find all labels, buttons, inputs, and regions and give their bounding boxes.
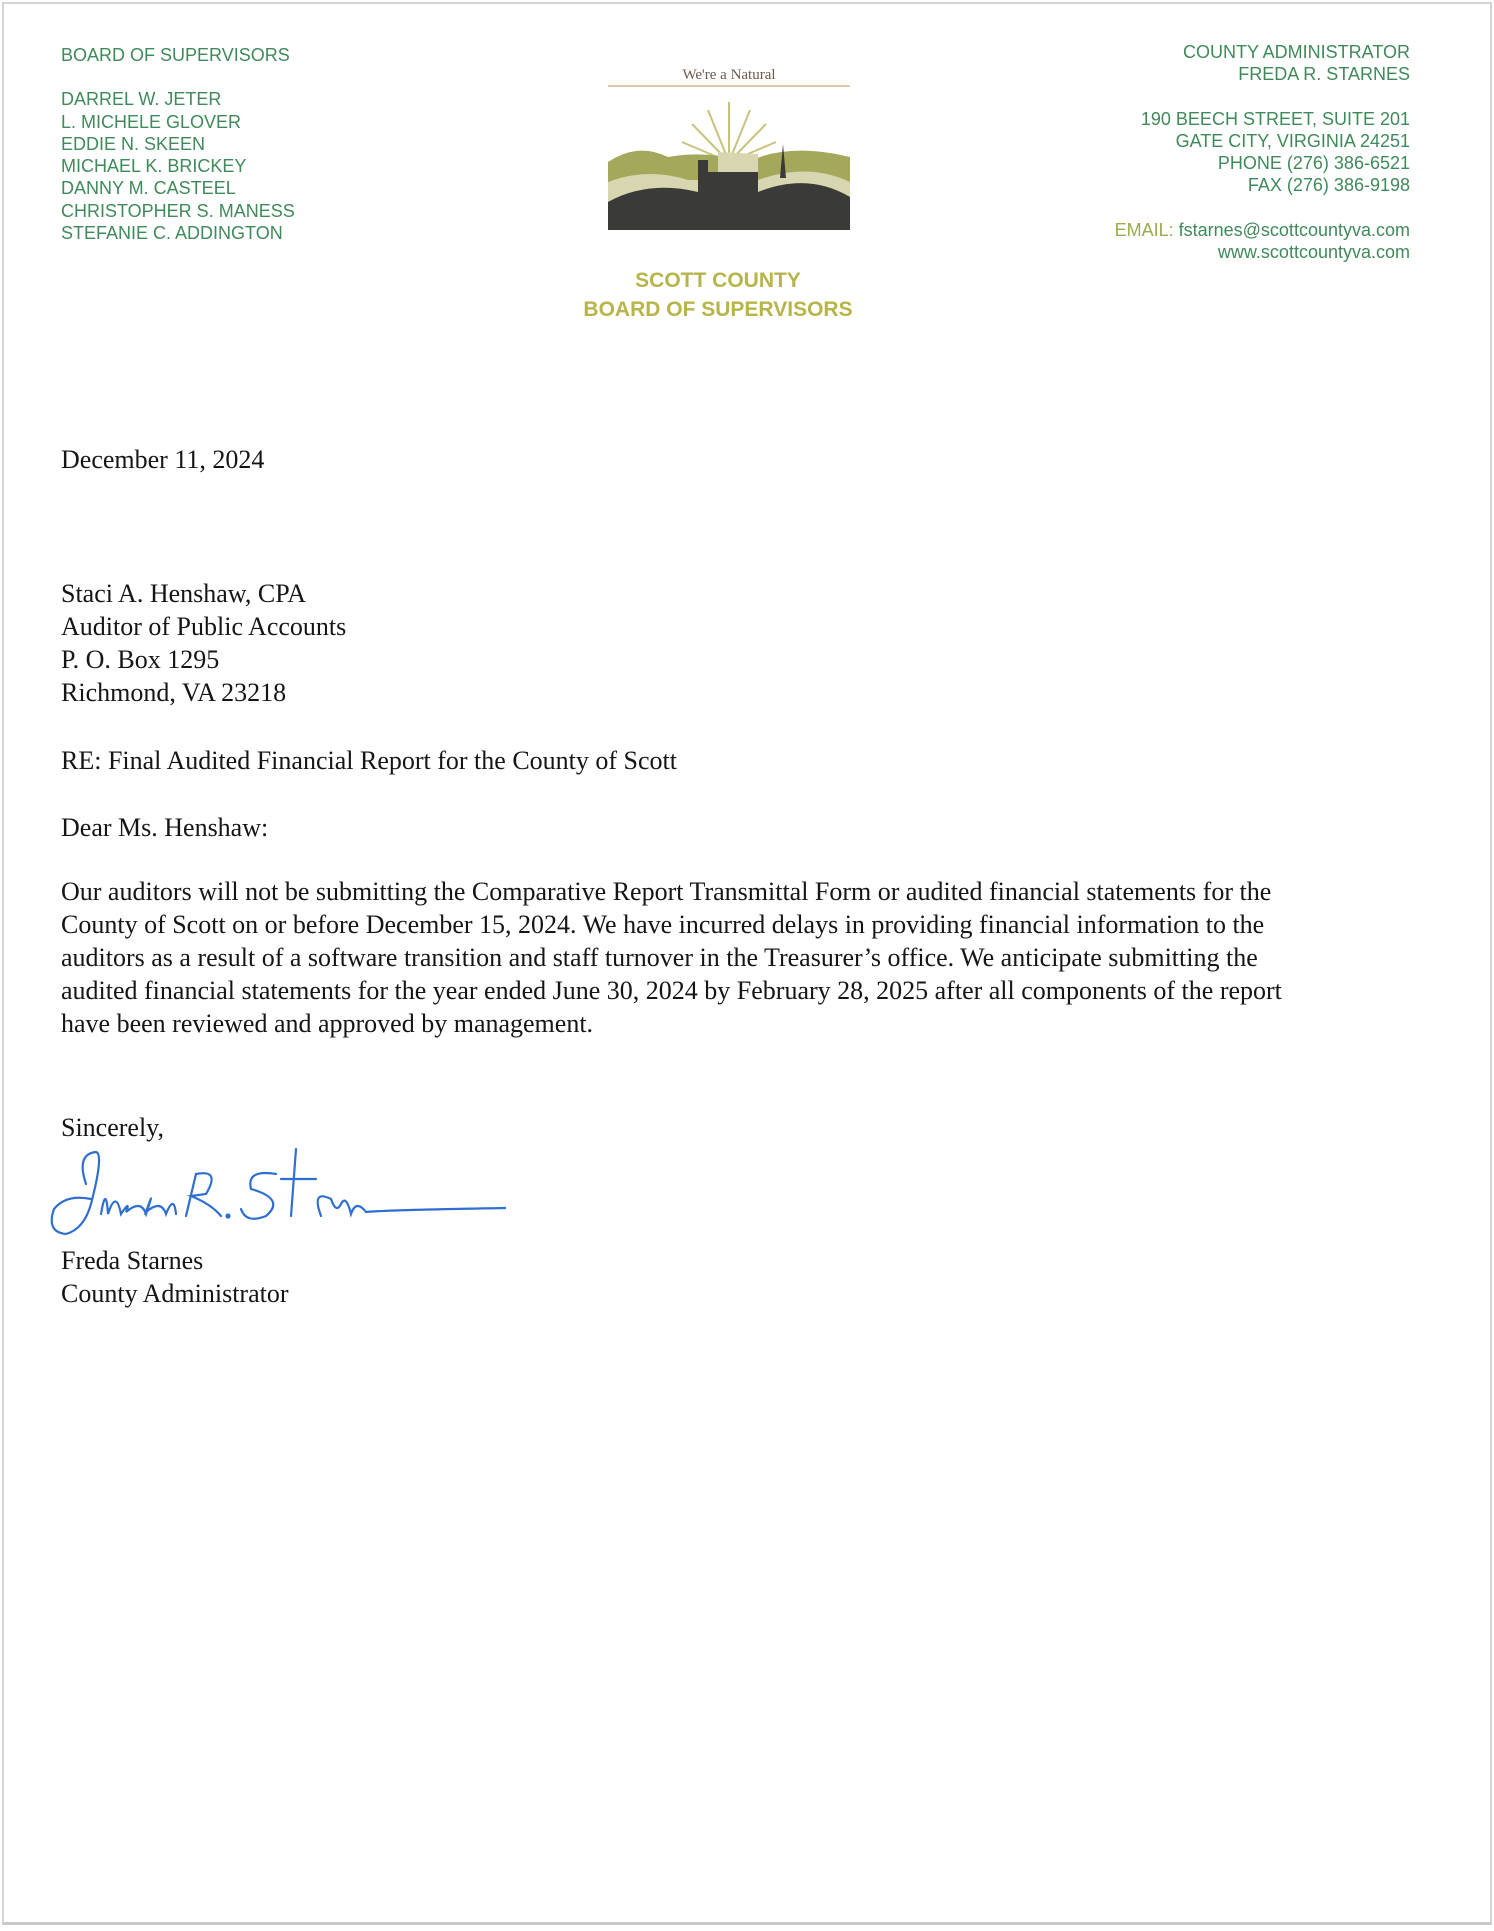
- email-label: EMAIL:: [1114, 219, 1174, 240]
- salutation: Dear Ms. Henshaw:: [61, 813, 269, 842]
- body-line: have been reviewed and approved by management.: [61, 1009, 594, 1038]
- board-member-list: [61, 44, 295, 244]
- address-line-1: 190 BEECH STREET, SUITE 201: [1140, 108, 1410, 129]
- supervisor-name: MICHAEL K. BRICKEY: [61, 156, 247, 177]
- logo-tagline: We're a Natural: [682, 67, 776, 83]
- body-line: County of Scott on or before December 15, 2024. We have incurred delays in providing financial information to the: [61, 910, 1265, 939]
- county-title: [518, 266, 918, 324]
- recipient-line: Richmond, VA 23218: [61, 678, 287, 707]
- board-heading: BOARD OF SUPERVISORS: [61, 45, 290, 65]
- body-line: Our auditors will not be submitting the Comparative Report Transmittal Form or audited financial statements for the: [61, 877, 1272, 906]
- admin-heading: COUNTY ADMINISTRATOR: [1182, 42, 1410, 62]
- supervisor-name: DARREL W. JETER: [61, 89, 222, 110]
- letter-date: December 11, 2024: [61, 445, 265, 474]
- handwritten-signature: [46, 1144, 506, 1244]
- supervisor-name: STEFANIE C. ADDINGTON: [61, 223, 283, 244]
- phone: PHONE (276) 386-6521: [1217, 153, 1410, 174]
- letter-page: [2, 2, 1492, 1925]
- address-line-2: GATE CITY, VIRGINIA 24251: [1175, 130, 1410, 151]
- signer-name: Freda Starnes: [61, 1246, 204, 1275]
- body-line: audited financial statements for the year ended June 30, 2024 by February 28, 2025 after all components of the report: [61, 976, 1282, 1005]
- administrator-contact: [1115, 41, 1410, 263]
- body-line: auditors as a result of a software transition and staff turnover in the Treasurer’s office. We anticipate submitting the: [61, 943, 1258, 972]
- closing: Sincerely,: [61, 1113, 164, 1142]
- county-board: BOARD OF SUPERVISORS: [583, 298, 853, 321]
- subject-line: RE: Final Audited Financial Report for the County of Scott: [61, 746, 677, 775]
- supervisor-name: L. MICHELE GLOVER: [61, 111, 242, 132]
- signer-title: County Administrator: [61, 1279, 289, 1308]
- admin-name: FREDA R. STARNES: [1238, 64, 1410, 85]
- website-link[interactable]: www.scottcountyva.com: [1217, 242, 1410, 263]
- county-logo: [608, 62, 850, 230]
- recipient-line: P. O. Box 1295: [61, 645, 220, 674]
- supervisor-name: DANNY M. CASTEEL: [61, 178, 236, 199]
- body-paragraph: [61, 875, 1282, 1040]
- email-link[interactable]: fstarnes@scottcountyva.com: [1178, 219, 1410, 240]
- fax: FAX (276) 386-9198: [1247, 175, 1410, 196]
- recipient-address: [61, 577, 346, 709]
- recipient-line: Staci A. Henshaw, CPA: [61, 579, 307, 608]
- supervisor-name: CHRISTOPHER S. MANESS: [61, 200, 295, 221]
- county-name: SCOTT COUNTY: [635, 269, 801, 292]
- recipient-line: Auditor of Public Accounts: [61, 612, 347, 641]
- signer-block: [61, 1244, 289, 1310]
- supervisor-name: EDDIE N. SKEEN: [61, 133, 206, 154]
